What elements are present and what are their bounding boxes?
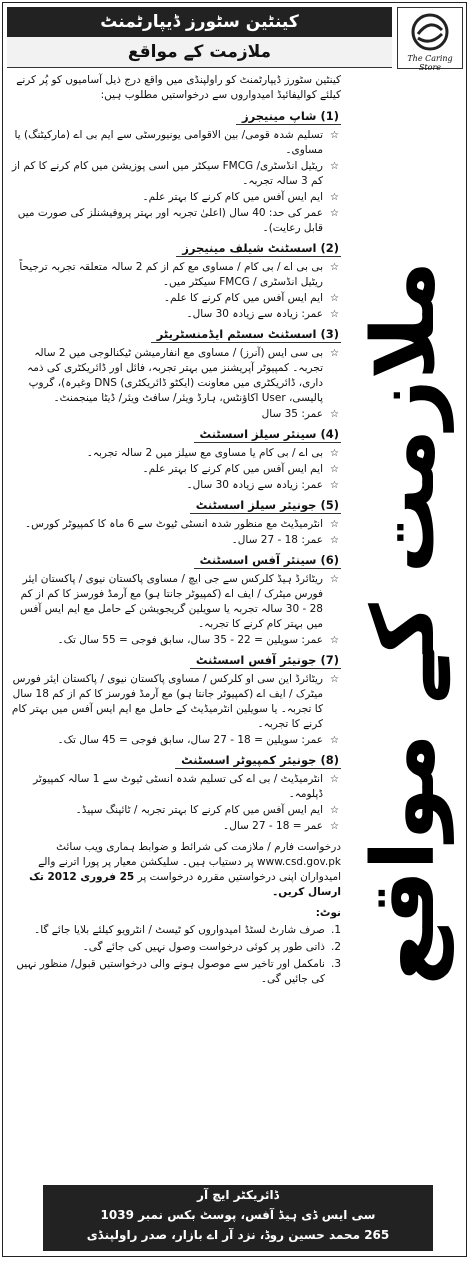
star-icon: ☆ (330, 635, 339, 646)
requirement-item (11, 128, 341, 158)
note-text: نامکمل اور تاخیر سے موصول ہونے والی درخواستیں قبول/ منظور نہیں کی جائیں گی۔ (16, 958, 325, 985)
star-icon: ☆ (330, 208, 339, 219)
requirement-text: عمر: 18 - 27 سال۔ (231, 534, 323, 546)
requirement-text: عمر = 18 - 27 سال۔ (223, 820, 323, 832)
note-number: 3. (330, 958, 341, 970)
star-icon: ☆ (330, 161, 339, 172)
position-section (11, 239, 341, 322)
requirement-item (11, 206, 341, 236)
job-advertisement (2, 2, 467, 1257)
position-number: (1) (320, 109, 339, 123)
requirement-item (11, 291, 341, 306)
csd-logo-icon (410, 12, 450, 52)
note-item (11, 940, 341, 955)
requirement-text: ایم ایس آفس میں کام کرنے کا بہتر علم۔ (142, 191, 323, 203)
note-number: 2. (330, 941, 341, 953)
star-icon: ☆ (330, 448, 339, 459)
requirement-text: بی بی اے / بی کام / مساوی مع کم از کم 2 سالہ متعلقہ تجربہ ترجیحاً ریٹیل انڈسٹری / FMCG سیکٹر میں۔ (19, 261, 323, 288)
star-icon: ☆ (330, 409, 339, 420)
requirement-text: تسلیم شدہ قومی/ بین الاقوامی یونیورسٹی سے ایم بی اے (مارکیٹنگ) یا مساوی۔ (14, 129, 323, 156)
position-title (175, 753, 341, 769)
position-title-text: اسسٹنٹ شیلف مینیجرز (182, 241, 317, 255)
star-icon: ☆ (330, 735, 339, 746)
logo (397, 7, 463, 72)
requirement-item (11, 190, 341, 205)
requirement-item (11, 346, 341, 406)
requirement-item (11, 517, 341, 532)
requirement-item (11, 307, 341, 322)
requirement-item (11, 572, 341, 632)
star-icon: ☆ (330, 821, 339, 832)
requirement-text: بی اے / بی کام یا مساوی مع سیلز میں 2 سالہ تجربہ۔ (86, 447, 323, 459)
apply-instructions (11, 840, 341, 900)
position-title (151, 327, 341, 343)
notes-list (11, 923, 341, 987)
requirement-item (11, 803, 341, 818)
requirement-text: عمر: سویلین = 22 - 35 سال، سابق فوجی = 55 سال تک۔ (57, 634, 323, 646)
position-title (194, 427, 341, 443)
star-icon: ☆ (330, 130, 339, 141)
requirement-item (11, 672, 341, 732)
position-number: (8) (320, 753, 339, 767)
requirement-item (11, 819, 341, 834)
position-title-text: شاپ مینیجرز (242, 109, 317, 123)
star-icon: ☆ (330, 192, 339, 203)
star-icon: ☆ (330, 519, 339, 530)
header (7, 7, 392, 67)
requirement-item (11, 462, 341, 477)
position-title-text: جونیئر کمپیوٹر اسسٹنٹ (181, 753, 317, 767)
position-number: (2) (320, 241, 339, 255)
position-title-text: اسسٹنٹ سسٹم ایڈمنسٹریٹر (156, 327, 317, 341)
requirement-text: عمر کی حد: 40 سال (اعلیٰ تجربہ اور بہتر پروفیشنلز کی صورت میں قابل رعایت)۔ (17, 207, 323, 234)
requirement-text: ریٹائرڈ ہیڈ کلرکس سے جی ایچ / مساوی پاکستان نیوی / پاکستان ایئر فورس میٹرک / ایف اے (کمپیوٹر جانتا ہو) مع آرمڈ فورسز کا کم از کم 28 - 30 سالہ تجربہ یا سویلین گریجویشن کے حامل مع ایم ایس آفس میں بہتر کام کرنے کا تجربہ۔ (20, 573, 323, 630)
position-title-text: جونیئر سیلز اسسٹنٹ (195, 498, 317, 512)
requirement-item (11, 478, 341, 493)
position-section (11, 551, 341, 648)
position-section (11, 751, 341, 834)
star-icon: ☆ (330, 674, 339, 685)
note-number: 1. (330, 924, 341, 936)
requirement-item (11, 446, 341, 461)
requirement-text: بی سی ایس (آنرز) / مساوی مع انفارمیشن ٹیکنالوجی میں 2 سالہ تجربہ۔ کمپیوٹر آپریشنز میں بہتر تجربہ، فائل اور ڈائریکٹری کی ذمہ داری، ڈائریکٹری میں معاونت (ایکٹو ڈائریکٹری) DNS وغیرہ)، گروپ پالیسی، User اکاؤنٹس، ہارڈ ویئر/ سافٹ ویئر/ ڈیٹا مینجمنٹ۔ (27, 347, 323, 404)
requirement-text: ریٹیل انڈسٹری/ FMCG سیکٹر میں اسی پوزیشن میں کام کرنے کا کم از کم 3 سالہ تجربہ۔ (12, 160, 323, 187)
star-icon: ☆ (330, 293, 339, 304)
position-title-text: جونیئر آفس اسسٹنٹ (195, 653, 317, 667)
requirement-text: ریٹائرڈ این سی او کلرکس / مساوی پاکستان نیوی / پاکستان ایئر فورس میٹرک / ایف اے (کمپیوٹر جانتا ہو) مع آرمڈ فورسز کا کم از کم 18 سال کا تجربہ۔ یا سویلین انٹرمیڈیٹ کے حامل مع ایم ایس آفس میں بہتر کام کرنے کا تجربہ۔ (11, 673, 323, 730)
requirement-text: ایم ایس آفس میں کام کرنے کا بہتر تجربہ / ٹائپنگ سپیڈ۔ (75, 804, 323, 816)
header-subtitle: ملازمت کے مواقع (7, 37, 392, 68)
star-icon: ☆ (330, 262, 339, 273)
logo-caption: The Caring Store (407, 54, 453, 72)
star-icon: ☆ (330, 574, 339, 585)
position-number: (3) (320, 327, 339, 341)
position-title (236, 109, 341, 125)
position-number: (7) (320, 653, 339, 667)
apply-text: درخواست فارم / ملازمت کی شرائط و ضوابط ہماری ویب سائٹ www.csd.gov.pk پر دستیاب ہیں۔ سلیکشن معیار پر پورا اترنے والے امیدواران اپنی درخواستیں مقررہ درخواست پر (38, 841, 341, 883)
requirement-item (11, 260, 341, 290)
header-title: کینٹین سٹورز ڈیپارٹمنٹ (7, 7, 392, 37)
star-icon: ☆ (330, 464, 339, 475)
requirement-text: عمر: زیادہ سے زیادہ 30 سال۔ (186, 479, 323, 491)
note-item (11, 957, 341, 987)
side-banner (345, 260, 463, 986)
requirement-text: عمر: زیادہ سے زیادہ 30 سال۔ (186, 308, 323, 320)
position-section (11, 325, 341, 422)
requirement-text: عمر: سویلین = 18 - 27 سال، سابق فوجی = 45 سال تک۔ (57, 734, 323, 746)
notes (11, 906, 341, 987)
position-title-text: سینئر سیلز اسسٹنٹ (199, 427, 317, 441)
side-banner-text: ملازمت کے مواقع (354, 260, 454, 986)
requirement-text: عمر: 35 سال (261, 408, 323, 420)
intro-text: کینٹین سٹورز ڈیپارٹمنٹ کو راولپنڈی میں واقع درج ذیل آسامیوں کو پُر کرنے کیلئے کوالیفائیڈ امیدواروں سے درخواستیں مطلوب ہیں: (16, 74, 341, 101)
position-number: (4) (320, 427, 339, 441)
star-icon: ☆ (330, 535, 339, 546)
notes-label: نوٹ: (315, 907, 341, 919)
position-number: (6) (320, 553, 339, 567)
star-icon: ☆ (330, 774, 339, 785)
footer-line-3: 265 محمد حسین روڈ، نزد آر اے بازار، صدر راولپنڈی (86, 1228, 390, 1242)
contact-footer (43, 1185, 433, 1251)
position-section (11, 425, 341, 493)
requirement-text: انٹرمیڈیٹ / بی اے کی تسلیم شدہ انسٹی ٹیوٹ سے 1 سالہ کمپیوٹر ڈپلومہ۔ (33, 773, 323, 800)
footer-line-2: سی ایس ڈی ہیڈ آفس، پوسٹ بکس نمبر 1039 (100, 1208, 376, 1222)
requirement-item (11, 633, 341, 648)
note-text: ذاتی طور پر کوئی درخواست وصول نہیں کی جائے گی۔ (82, 941, 325, 953)
position-title (190, 653, 341, 669)
requirement-text: ایم ایس آفس میں کام کرنے کا علم۔ (163, 292, 323, 304)
star-icon: ☆ (330, 480, 339, 491)
requirement-item (11, 533, 341, 548)
star-icon: ☆ (330, 805, 339, 816)
position-title (194, 553, 341, 569)
requirement-text: ایم ایس آفس میں کام کرنے کا بہتر علم۔ (142, 463, 323, 475)
position-title (176, 241, 341, 257)
requirement-item (11, 733, 341, 748)
note-text: صرف شارٹ لسٹڈ امیدواروں کو ٹیسٹ / انٹرویو کیلئے بلایا جائے گا۔ (34, 924, 325, 936)
requirement-item (11, 772, 341, 802)
requirement-item (11, 407, 341, 422)
position-number: (5) (320, 498, 339, 512)
position-section (11, 107, 341, 236)
star-icon: ☆ (330, 309, 339, 320)
star-icon: ☆ (330, 348, 339, 359)
position-title (190, 498, 341, 514)
position-section (11, 496, 341, 548)
ad-body (11, 73, 341, 989)
deadline: 25 فروری 2012 تک ارسال کریں۔ (29, 871, 341, 898)
positions-list (11, 107, 341, 834)
position-section (11, 651, 341, 748)
position-title-text: سینئر آفس اسسٹنٹ (199, 553, 317, 567)
requirement-text: انٹرمیڈیٹ مع منظور شدہ انسٹی ٹیوٹ سے 6 ماہ کا کمپیوٹر کورس۔ (25, 518, 323, 530)
requirement-item (11, 159, 341, 189)
note-item (11, 923, 341, 938)
footer-line-1: ڈائریکٹر ایچ آر (197, 1188, 279, 1202)
